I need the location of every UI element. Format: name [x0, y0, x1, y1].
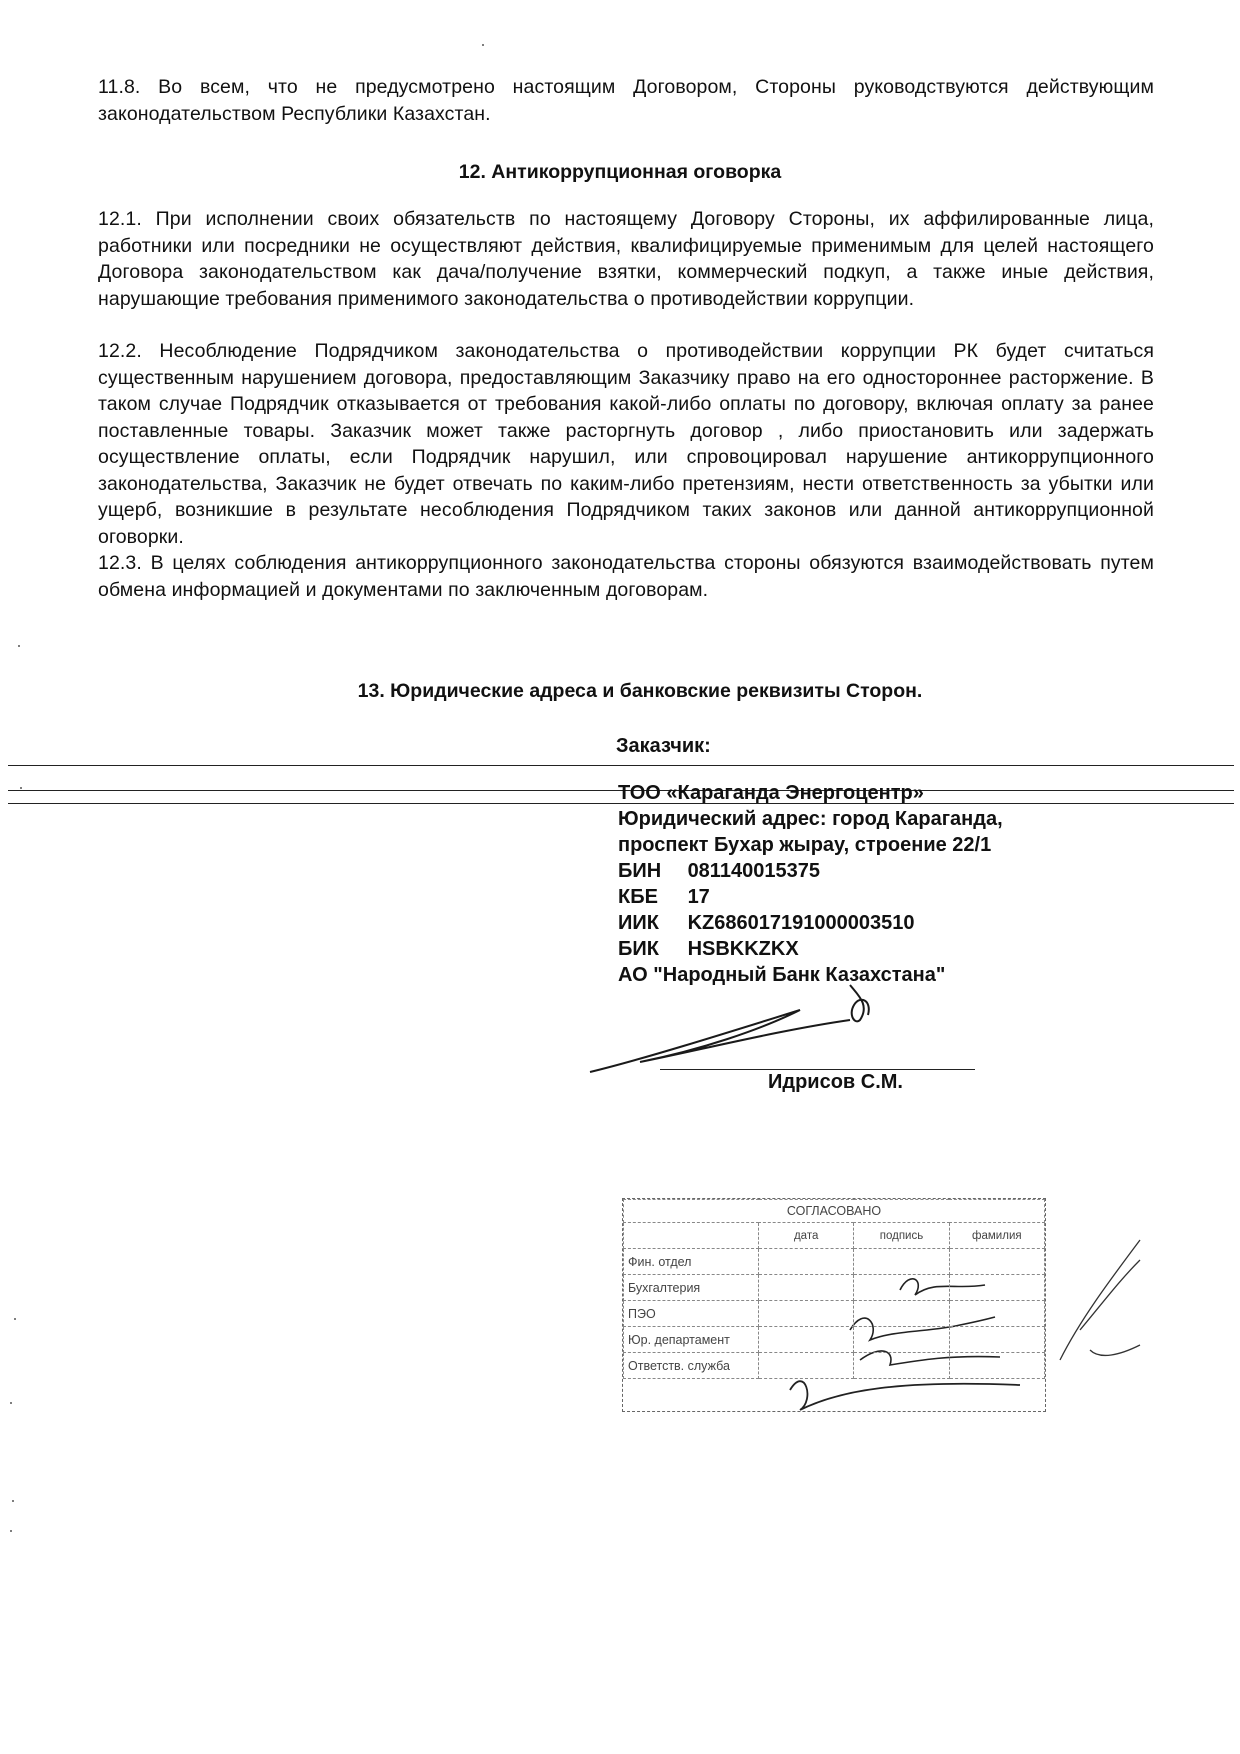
approval-col-surname: фамилия — [949, 1223, 1044, 1249]
kbe-value: 17 — [687, 886, 710, 908]
customer-address-line1: Юридический адрес: город Караганда, — [618, 808, 1003, 830]
approval-row-label: Ответств. служба — [624, 1353, 759, 1379]
approval-col-date: дата — [759, 1223, 854, 1249]
approval-row-label: Фин. отдел — [624, 1249, 759, 1275]
section-12-heading: 12. Антикоррупционная оговорка — [458, 161, 782, 183]
clause-12-1: 12.1. При исполнении своих обязательств по настоящему Договору Стороны, их аффилированные лица, работники или посредники не осуществляют действия, квалифицируемые применимым для целей настоящего Договора законодательством как дача/получение взятки, коммерческий подкуп, а также иные действия, нарушающие требования применимого законодательства о противодействии коррупции. — [98, 208, 1154, 310]
approval-row — [624, 1249, 1045, 1275]
bik-label: БИК — [618, 938, 659, 960]
kbe-label: КБЕ — [618, 886, 658, 908]
approval-title: СОГЛАСОВАНО — [624, 1200, 1045, 1223]
bik-value: HSBKKZKX — [687, 938, 799, 960]
iik-label: ИИК — [618, 912, 659, 934]
approval-table — [623, 1199, 1045, 1379]
customer-address-line2: проспект Бухар жырау, строение 22/1 — [618, 834, 992, 856]
customer-bank: АО "Народный Банк Казахстана" — [618, 964, 946, 986]
approval-row — [624, 1301, 1045, 1327]
approval-row-label: ПЭО — [624, 1301, 759, 1327]
approval-stamp — [622, 1198, 1046, 1412]
bin-label: БИН — [618, 860, 662, 882]
signatory-name: Идрисов С.М. — [768, 1071, 903, 1093]
section-13-heading: 13. Юридические адреса и банковские реквизиты Сторон. — [357, 680, 923, 702]
approval-row-label: Бухгалтерия — [624, 1275, 759, 1301]
bin-value: 081140015375 — [687, 860, 820, 882]
approval-row — [624, 1327, 1045, 1353]
approval-col-signature: подпись — [854, 1223, 949, 1249]
clause-11-8: 11.8. Во всем, что не предусмотрено настоящим Договором, Стороны руководствуются действующим законодательством Республики Казахстан. — [98, 76, 1154, 125]
iik-value: KZ686017191000003510 — [687, 912, 915, 934]
customer-role: Заказчик: — [616, 735, 711, 757]
approval-row — [624, 1353, 1045, 1379]
customer-company: ТОО «Караганда Энергоцентр» — [618, 782, 924, 804]
approval-row — [624, 1275, 1045, 1301]
clause-12-2: 12.2. Несоблюдение Подрядчиком законодательства о противодействии коррупции РК будет считаться существенным нарушением договора, предоставляющим Заказчику право на его одностороннее расторжение. В таком случае Подрядчик отказывается от требования какой-либо оплаты по договору, включая оплату за ранее поставленные товары. Заказчик может также расторгнуть договор , либо приостановить или задержать осуществление оплаты, если Подрядчик нарушил, или спровоцировал нарушение антикоррупционного законодательства, Заказчик не будет отвечать по каким-либо претензиям, нести ответственность за убытки или ущерб, возникшие в результате несоблюдения Подрядчиком таких законов или данной антикоррупционной оговорки. — [98, 340, 1154, 548]
approval-row-label: Юр. департамент — [624, 1327, 759, 1353]
clause-12-3: 12.3. В целях соблюдения антикоррупционного законодательства стороны обязуются взаимодействовать путем обмена информацией и документами по заключенным договорам. — [98, 552, 1154, 601]
